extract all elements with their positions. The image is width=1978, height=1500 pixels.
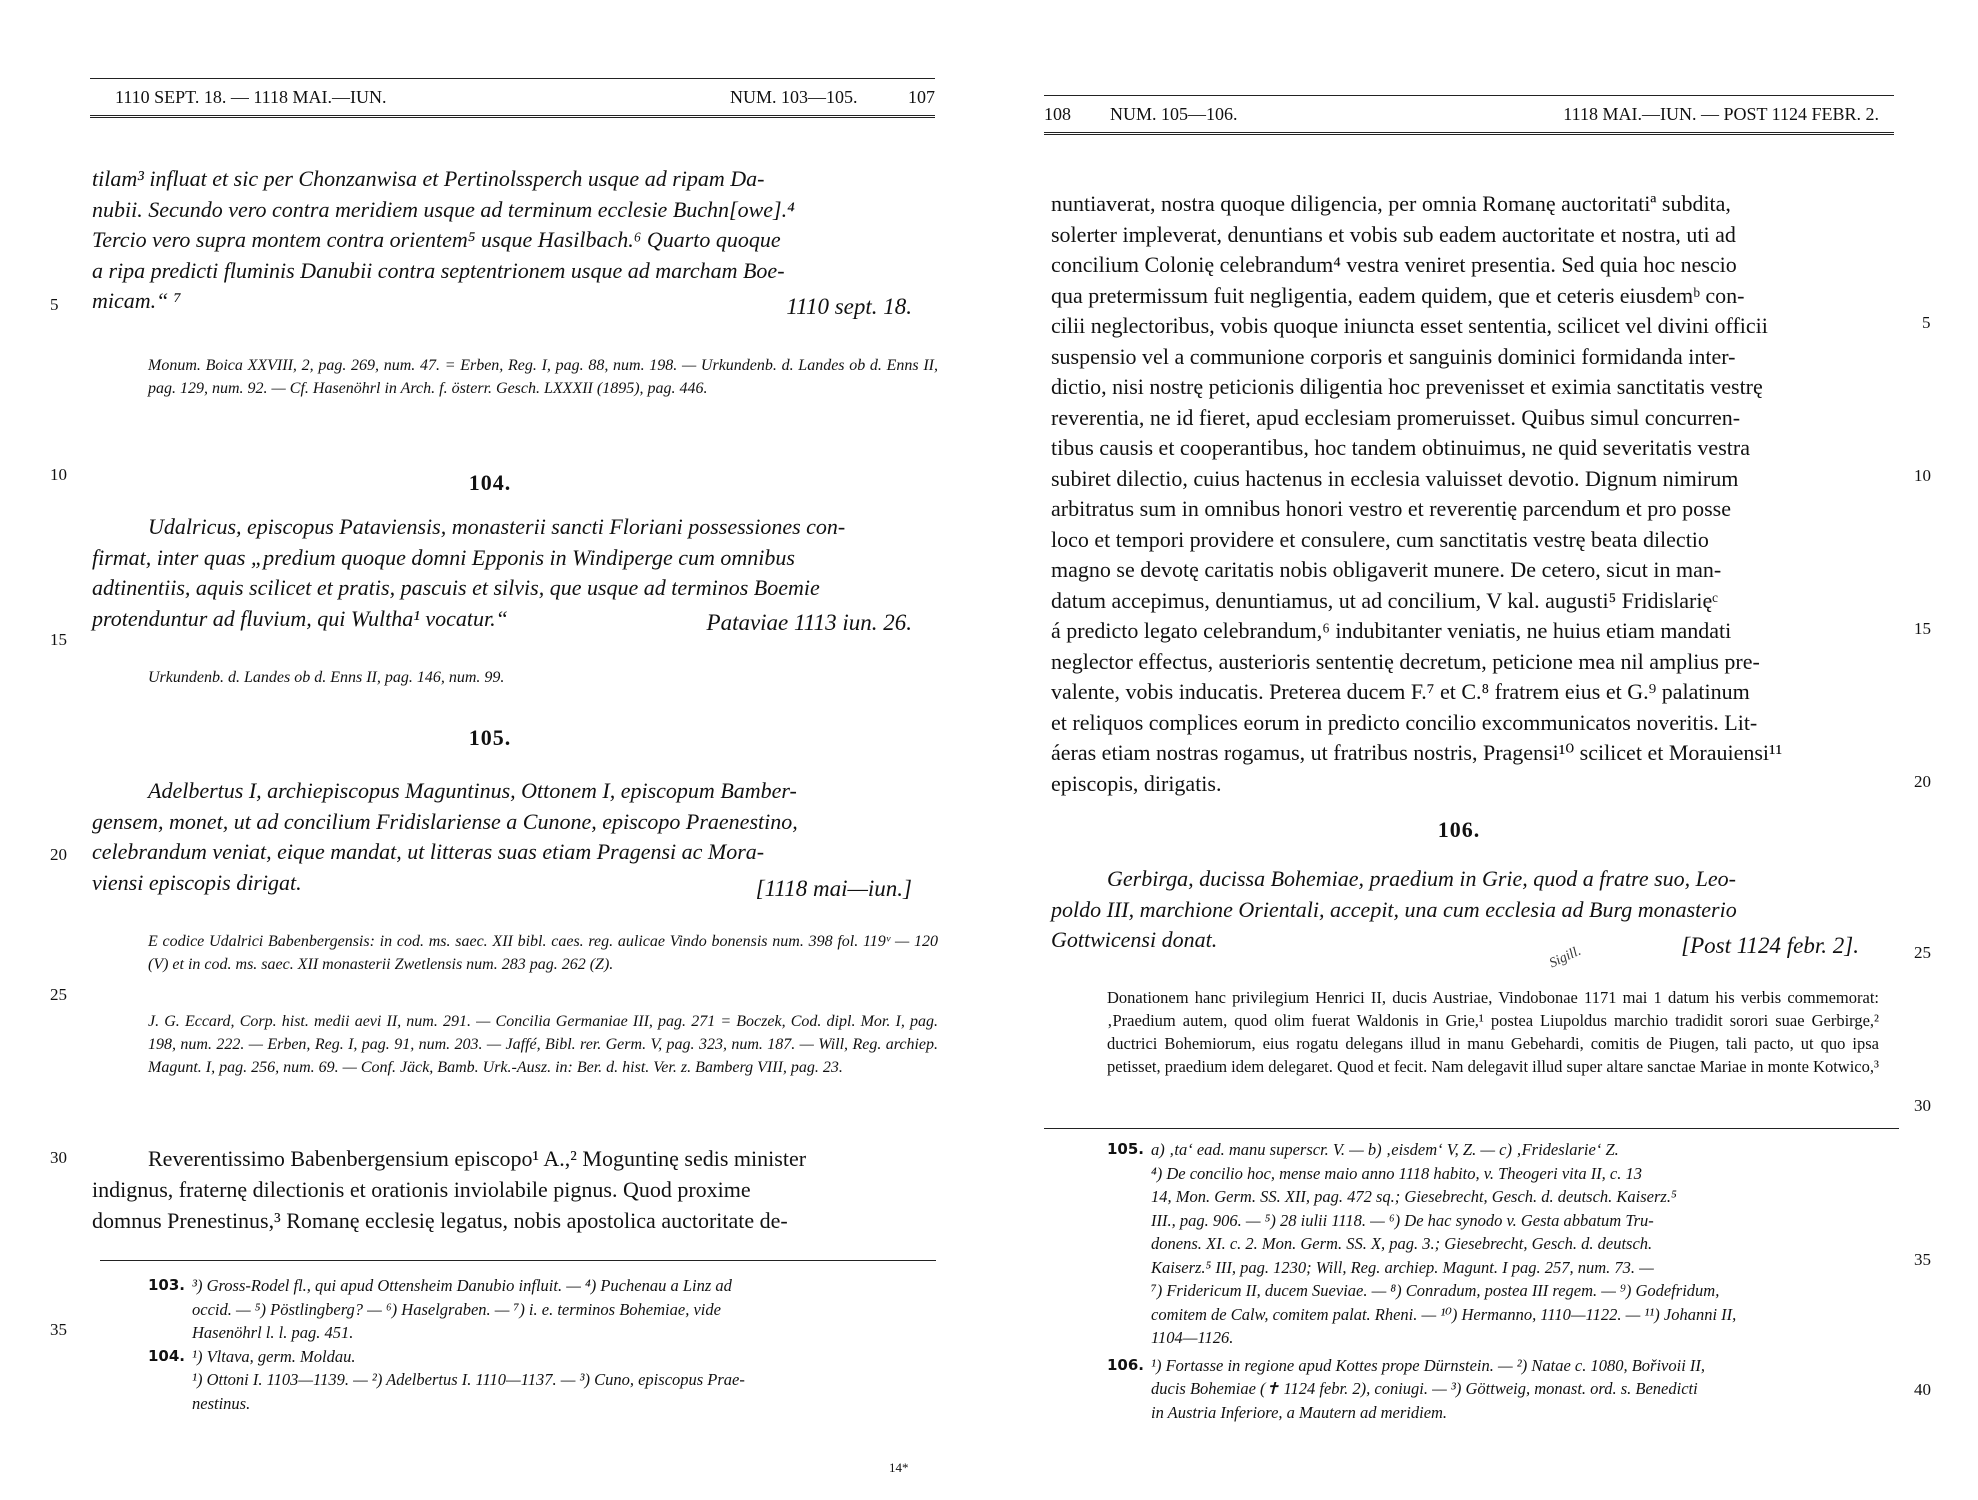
footnote-106 [1107, 1354, 1897, 1425]
footnote-number: 103. [148, 1276, 186, 1294]
text-line: firmat, inter quas „predium quoque domni Epponis in Windiperge cum omnibus [92, 544, 795, 570]
text-line: tibus causis et cooperantibus, hoc tandem obtinuimus, ne quid severitatis vestra [1051, 435, 1750, 460]
text-line: arbitratus sum in omnibus honori vestro et reverentię parcendum et pro posse [1051, 496, 1731, 521]
signature-mark: Sigill. [1547, 943, 1584, 972]
text-line: celebrandum veniat, eique mandat, ut litteras suas etiam Pragensi ac Mora- [92, 839, 765, 864]
footnote-rule [1044, 1128, 1899, 1129]
header-date-range: 1118 MAI.—IUN. — POST 1124 FEBR. 2. [1563, 104, 1879, 124]
line-number: 20 [1914, 772, 1931, 791]
page-number: 108 [1044, 104, 1071, 124]
text-line: tilam³ influat et sic per Chonzanwisa et Pertinolssperch usque ad ripam Da- [92, 166, 765, 191]
text-line: qua pretermissum fuit negligentia, eadem quidem, que et ceteris eiusdemᵇ con- [1051, 282, 1745, 308]
footnote-line: ³) Gross-Rodel fl., qui apud Ottensheim Danubio influit. — ⁴) Puchenau a Linz ad [192, 1276, 732, 1295]
footnote-line: ¹) Vltava, germ. Moldau. [192, 1346, 356, 1366]
footnote-line: comitem de Calw, comitem palat. Rheni. — ¹⁰) Hermanno, 1110—1122. — ¹¹) Johanni II, [1151, 1304, 1737, 1324]
document-number-104: 104. [468, 470, 512, 495]
text-line: nuntiaverat, nostra quoque diligencia, per omnia Romanę auctoritatiª subdita, [1051, 191, 1731, 216]
right-page [989, 0, 1978, 1500]
footnote-line: occid. — ⁵) Pöstlingberg? — ⁶) Haselgraben. — ⁷) i. e. terminos Bohemiae, vide [192, 1299, 721, 1319]
text-line: Gerbirga, ducissa Bohemiae, praedium in Grie, quod a fratre suo, Leo- [1107, 866, 1736, 891]
footnote-number: 105. [1107, 1140, 1145, 1158]
donation-text: Donationem hanc privilegium Henrici II, ducis Austriae, Vindobonae 1171 mai 1 datum his verbis commemorat: ‚Praedium autem, quod olim fuerat Waldonis in Grie,¹ postea Liupoldus marchio tradidit sorori suae Gerbirge,² ductrici Bohemiorum, eius rogatu delegans illud in manu Gebehardi, comitis de Piugen, tali pacto, ut quo ipsa petisset, praedium idem delegaret. Quod et fecit. Nam delegavit illud super altare sanctae Mariae in monte Kotwico,³ [1107, 988, 1879, 1076]
text-line: episcopis, dirigatis. [1051, 770, 1222, 796]
footnote-line: in Austria Inferiore, a Mautern ad meridiem. [1151, 1402, 1448, 1422]
footnote-line: Kaiserz.⁵ III, pag. 1230; Will, Reg. archiep. Magunt. I pag. 257, num. 73. — [1151, 1257, 1654, 1277]
text-line: protenduntur ad fluvium, qui Wultha¹ vocatur.“ [92, 605, 508, 631]
footnote-line: ¹) Ottoni I. 1103—1139. — ²) Adelbertus I. 1110—1137. — ³) Cuno, episcopus Prae- [192, 1370, 745, 1389]
line-number: 15 [50, 630, 67, 649]
footnote-line: nestinus. [192, 1393, 251, 1413]
line-number: 20 [50, 845, 67, 864]
charter-date: [1118 mai—iun.] [755, 875, 912, 901]
text-105-continued [1051, 189, 1879, 799]
footnote-line: ducis Bohemiae (✝ 1124 febr. 2), coniugi. — ³) Göttweig, monast. ord. s. Benedicti [1151, 1379, 1698, 1398]
line-number: 15 [1914, 619, 1931, 638]
line-number: 25 [50, 985, 67, 1004]
text-line: Tercio vero supra montem contra orientem⁵ usque Hasilbach.⁶ Quarto quoque [92, 227, 781, 252]
text-line: datum accepimus, denuntiamus, ut ad concilium, V kal. augusti⁵ Fridislarięᶜ [1051, 587, 1718, 613]
text-line: gensem, monet, ut ad concilium Fridislariense a Cunone, episcopo Praenestino, [92, 808, 798, 834]
footnote-line: Hasenöhrl l. l. pag. 451. [192, 1323, 354, 1342]
footnote-line: 14, Mon. Germ. SS. XII, pag. 472 sq.; Giesebrecht, Gesch. d. deutsch. Kaiserz.⁵ [1151, 1187, 1677, 1206]
document-number-106: 106. [1437, 817, 1481, 842]
footnote-105 [148, 1368, 948, 1415]
document-number-105: 105. [468, 725, 512, 750]
line-number: 10 [1914, 466, 1931, 485]
footnotes-left [148, 1274, 948, 1415]
text-line: domnus Prenestinus,³ Romanę ecclesię legatus, nobis apostolica auctoritate de- [92, 1208, 788, 1233]
text-line: Reverentissimo Babenbergensium episcopo¹ A.,² Moguntinę sedis minister [148, 1146, 807, 1171]
text-line: reverentia, ne id fieret, apud ecclesiam promeruisset. Quibus simul concurren- [1051, 404, 1741, 430]
footnote-rule [100, 1260, 936, 1261]
text-line: nubii. Secundo vero contra meridiem usque ad terminum ecclesie Buchn[owe].⁴ [92, 196, 795, 222]
line-number: 35 [50, 1320, 67, 1339]
text-line: valente, vobis inducatis. Preterea ducem F.⁷ et C.⁸ fratrem eius et G.⁹ palatinum [1051, 679, 1750, 704]
reference-104: Urkundenb. d. Landes ob d. Enns II, pag. 146, num. 99. [148, 669, 505, 686]
charter-date: Pataviae 1113 iun. 26. [706, 609, 912, 635]
line-number: 35 [1914, 1250, 1931, 1269]
text-line: magno se devotę caritatis nobis obligaverit munere. De cetero, sicut in man- [1051, 557, 1722, 582]
line-number: 30 [1914, 1096, 1931, 1115]
header-doc-numbers: NUM. 105—106. [1110, 104, 1238, 124]
text-line: Adelbertus I, archiepiscopus Maguntinus, Ottonem I, episcopum Bamber- [148, 778, 797, 803]
text-line: poldo III, marchione Orientali, accepit, una cum ecclesia ad Burg monasterio [1051, 896, 1737, 922]
summary-104 [92, 512, 922, 634]
text-105 [92, 1143, 932, 1236]
running-header [90, 78, 935, 118]
charter-date: [Post 1124 febr. 2]. [1681, 933, 1859, 958]
text-line: loco et tempori providere et consulere, cum sanctitatis vestrę beata dilectio [1051, 526, 1709, 552]
text-line: áeras etiam nostras rogamus, ut fratribus nostris, Pragensi¹⁰ scilicet et Morauiensi¹¹ [1051, 740, 1783, 765]
line-number: 10 [50, 465, 67, 484]
text-line: suspensio vel a communione corporis et sanguinis dominici formidanda inter- [1051, 343, 1736, 369]
text-line: Udalricus, episcopus Pataviensis, monasterii sancti Floriani possessiones con- [148, 514, 846, 539]
footnote-line: a) ‚ta‘ ead. manu superscr. V. — b) ‚eisdem‘ V, Z. — c) ‚Frideslarie‘ Z. [1151, 1140, 1619, 1159]
text-line: subiret dilectio, cuius hactenus in ecclesia valuisset devotio. Dignum nimirum [1051, 465, 1739, 491]
footnote-line: ¹) Fortasse in regione apud Kottes prope Dürnstein. — ²) Natae c. 1080, Bořivoii II, [1151, 1355, 1706, 1375]
text-line: dictio, nisi nostrę peticionis diligentia hoc prevenisset et eximia sanctitatis vestrę [1051, 374, 1763, 399]
footnote-105-notes [1107, 1162, 1897, 1350]
text-line: Gottwicensi donat. [1051, 927, 1218, 952]
line-number: 40 [1914, 1380, 1931, 1399]
line-number: 30 [50, 1148, 67, 1167]
continued-text-103 [92, 164, 922, 317]
footnote-line: ⁴) De concilio hoc, mense maio anno 1118 habito, v. Theogeri vita II, c. 13 [1151, 1163, 1643, 1183]
page-number: 107 [908, 87, 935, 107]
sheet-signature: 14* [889, 1460, 909, 1475]
footnotes-right [1107, 1138, 1897, 1424]
footnote-103 [148, 1274, 948, 1345]
reference-103: Monum. Boica XXVIII, 2, pag. 269, num. 47. = Erben, Reg. I, pag. 88, num. 198. — Urkundenb. d. Landes ob d. Enns II, pag. 129, num. 92. — Cf. Hasenöhrl in Arch. f. österr. Gesch. LXXXII (1895), pag. 446. [148, 357, 938, 397]
footnote-line: III., pag. 906. — ⁵) 28 iulii 1118. — ⁶) De hac synodo v. Gesta abbatum Tru- [1151, 1210, 1654, 1230]
text-line: concilium Colonię celebrandum⁴ vestra veniret presentia. Sed quia hoc nescio [1051, 252, 1737, 277]
footnote-line: 1104—1126. [1151, 1328, 1234, 1347]
footnote-number: 104. [148, 1346, 186, 1365]
line-number: 25 [1914, 943, 1931, 962]
reference-105-codex: E codice Udalrici Babenbergensis: in cod. ms. saec. XII bibl. caes. reg. aulicae Vindo bonensis num. 398 fol. 119ᵛ — 120 (V) et in cod. ms. saec. XII monasterii Zwetlensis num. 283 pag. 262 (Z). [148, 933, 938, 973]
line-number: 5 [50, 295, 59, 314]
footnote-104 [148, 1345, 948, 1369]
line-number: 5 [1922, 313, 1931, 332]
text-line: viensi episcopis dirigat. [92, 869, 302, 895]
text-line: neglector effectus, austerioris sententię decretum, peticione mea nil amplius pre- [1051, 648, 1760, 674]
summary-106 [1051, 864, 1879, 956]
footnote-105-variants [1107, 1138, 1897, 1162]
donation-note-106 [1107, 986, 1879, 1078]
footnote-number: 106. [1107, 1355, 1145, 1374]
charter-date: 1110 sept. 18. [786, 294, 912, 319]
reference-105-editions: J. G. Eccard, Corp. hist. medii aevi II, num. 291. — Concilia Germaniae III, pag. 271 = Boczek, Cod. dipl. Mor. I, pag. 198, num. 222. — Erben, Reg. I, pag. 91, num. 203. — Jaffé, Bibl. rer. Germ. V, pag. 323, num. 187. — Will, Reg. archiep. Magunt. I, pag. 256, num. 69. — Conf. Jäck, Bamb. Urk.-Ausz. in: Ber. d. hist. Ver. z. Bamberg VIII, pag. 23. [148, 1013, 938, 1076]
footnote-line: donens. XI. c. 2. Mon. Germ. SS. X, pag. 3.; Giesebrecht, Gesch. d. deutsch. [1151, 1234, 1653, 1253]
footnote-line: ⁷) Fridericum II, ducem Sueviae. — ⁸) Conradum, postea III regem. — ⁹) Godefridum, [1151, 1281, 1720, 1300]
text-line: cilii neglectoribus, vobis quoque iniuncta esset sententia, scilicet vel divini officii [1051, 313, 1768, 338]
summary-105 [92, 776, 922, 901]
text-line: et reliquos complices eorum in predicto concilio excommunicatos noveritis. Lit- [1051, 709, 1758, 735]
text-line: micam.“ ⁷ [92, 288, 182, 313]
text-line: á predicto legato celebrandum,⁶ indubitanter veniatis, ne huius etiam mandati [1051, 618, 1732, 643]
text-line: a ripa predicti fluminis Danubii contra septentrionem usque ad marcham Boe- [92, 257, 785, 283]
text-line: solerter impleverat, denuntians et vobis sub eadem auctoritate et nostra, uti ad [1051, 221, 1736, 247]
running-header [1044, 95, 1894, 135]
header-doc-numbers: NUM. 103—105. [730, 87, 858, 107]
text-line: indignus, fraternę dilectionis et orationis inviolabile pignus. Quod proxime [92, 1177, 751, 1202]
text-line: adtinentiis, aquis scilicet et pratis, pascuis et silvis, que usque ad terminos Boemie [92, 575, 820, 600]
header-date-range: 1110 SEPT. 18. — 1118 MAI.—IUN. [115, 87, 387, 107]
